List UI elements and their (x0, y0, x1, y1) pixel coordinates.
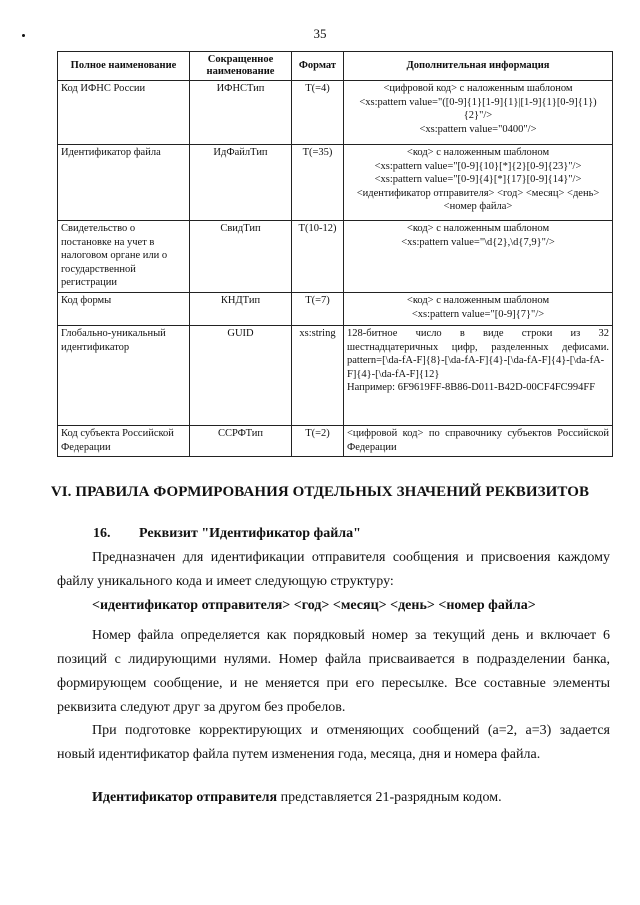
row-format: T(=7) (292, 292, 344, 325)
table-row (58, 292, 613, 325)
row-info (344, 145, 613, 221)
row-info (344, 81, 613, 145)
info-line: <идентификатор отправителя> <год> <месяц> <день> <номер файла> (356, 187, 600, 213)
row-format: xs:string (292, 325, 344, 425)
header-short-name: Сокращенное наименование (190, 52, 292, 81)
row-format: T(10-12) (292, 221, 344, 293)
info-line: <xs:pattern value="[0-9]{4}[*]{17}[0-9]{14}"/> (374, 174, 582, 186)
sender-id-term: Идентификатор отправителя (92, 790, 278, 805)
subsection-number: 16. (93, 526, 111, 541)
paragraph-text: При подготовке корректирующих и отменяющих сообщений (а=2, а=3) задается новый идентификатор файла путем изменения года, месяца, дня и номера файла. (57, 723, 610, 762)
row-info (344, 292, 613, 325)
row-full-name: Код формы (58, 292, 190, 325)
header-format: Формат (292, 52, 344, 81)
info-line: <xs:pattern value="0400"/> (419, 123, 537, 135)
paragraph-purpose (57, 546, 610, 594)
sender-id-line (92, 790, 502, 806)
info-line: <xs:pattern value="\d{2},\d{7,9}"/> (401, 236, 555, 248)
row-short-name: ИФНСТип (190, 81, 292, 145)
paragraph-file-number (57, 624, 610, 720)
table-row (58, 221, 613, 293)
paragraph-corrections (57, 719, 610, 767)
row-short-name: GUID (190, 325, 292, 425)
info-line: <цифровой код> с наложенным шаблоном (383, 83, 573, 94)
info-line: 128-битное число в виде строки из 32 шестнадцатеричных цифр, разделенных дефисами. (347, 327, 609, 353)
info-line: <xs:pattern value="([0-9]{1}[1-9]{1}|[1-9]{1}[0-9]{1}){2}"/> (359, 96, 597, 122)
row-info (344, 325, 613, 425)
row-short-name: СвидТип (190, 221, 292, 293)
row-full-name: Свидетельство о постановке на учет в налоговом органе или о государственной регистрации (58, 221, 190, 293)
subsection-title: Реквизит "Идентификатор файла" (139, 526, 361, 541)
row-full-name: Код субъекта Российской Федерации (58, 425, 190, 456)
header-full-name: Полное наименование (58, 52, 190, 81)
types-table (57, 51, 613, 457)
structure-line: <идентификатор отправителя> <год> <месяц> <день> <номер файла> (92, 598, 536, 613)
paragraph-text: Номер файла определяется как порядковый номер за текущий день и включает 6 позиций с лидирующими нулями. Номер файла присваивается в подразделении банка, формирующем сообщение, и не меняется при его пересылке. Все составные элементы реквизита следуют друг за другом без пробелов. (57, 628, 610, 715)
row-short-name: ИдФайлТип (190, 145, 292, 221)
info-line: <код> с наложенным шаблоном (406, 294, 550, 306)
info-line: Например: 6F9619FF-8B86-D011-B42D-00CF4FC994FF (347, 382, 596, 394)
sender-id-description: представляется 21-разрядным кодом. (277, 790, 502, 805)
row-info (344, 221, 613, 293)
row-short-name: ССРФТип (190, 425, 292, 456)
info-line: <код> с наложенным шаблоном (406, 147, 550, 158)
row-short-name: КНДТип (190, 292, 292, 325)
row-format: T(=2) (292, 425, 344, 456)
row-full-name: Идентификатор файла (58, 145, 190, 221)
row-full-name: Код ИФНС России (58, 81, 190, 145)
row-full-name: Глобально-уникальный идентификатор (58, 325, 190, 425)
info-line: <цифровой код> по справочнику субъектов Российской Федерации (347, 427, 609, 453)
row-info (344, 425, 613, 456)
table-row (58, 145, 613, 221)
section-title: VI. ПРАВИЛА ФОРМИРОВАНИЯ ОТДЕЛЬНЫХ ЗНАЧЕНИЙ РЕКВИЗИТОВ (50, 484, 590, 500)
info-line: <xs:pattern value="[0-9]{7}"/> (411, 308, 545, 320)
info-line: pattern=[\da-fA-F]{8}-[\da-fA-F]{4}-[\da-fA-F]{4}-[\da-fA-F]{4}-[\da-fA-F]{12} (347, 355, 605, 380)
row-format: T(=4) (292, 81, 344, 145)
paragraph-text: Предназначен для идентификации отправителя сообщения и присвоения каждому файлу уникального кода и имеет следующую структуру: (57, 550, 610, 589)
table-header-row (58, 52, 613, 81)
page-number: 35 (313, 26, 327, 41)
table-row (58, 81, 613, 145)
info-line: <xs:pattern value="[0-9]{10}[*]{2}[0-9]{23}"/> (374, 160, 582, 172)
table-row (58, 425, 613, 456)
row-format: T(=35) (292, 145, 344, 221)
table-row (58, 325, 613, 425)
subsection-heading (93, 526, 361, 542)
header-info: Дополнительная информация (344, 52, 613, 81)
info-line: <код> с наложенным шаблоном (406, 223, 550, 234)
